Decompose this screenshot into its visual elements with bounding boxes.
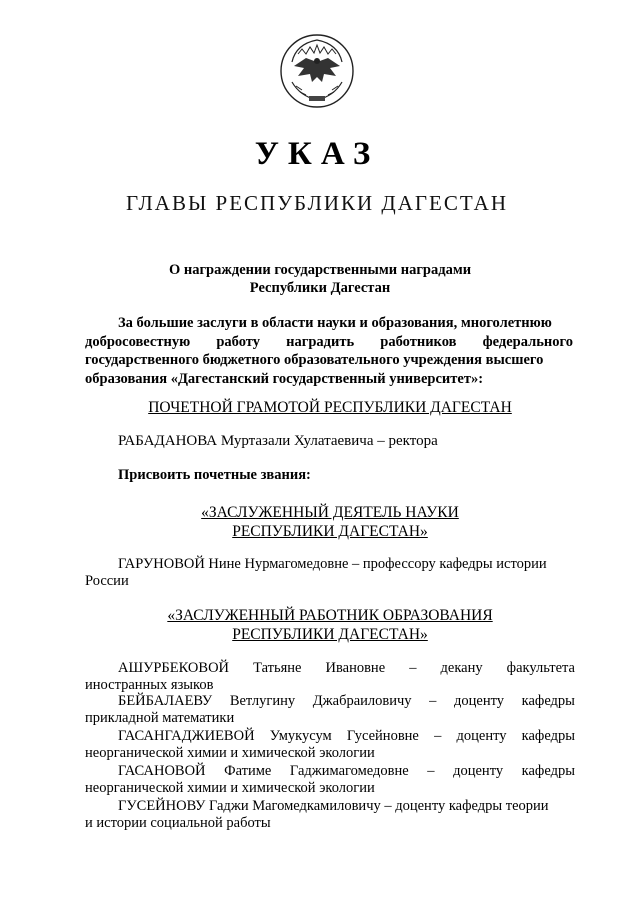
award-title-science: [0, 503, 640, 541]
recipient-word: –: [427, 763, 435, 779]
recipient-rabadanov: РАБАДАНОВА Муртазали Хулатаевича – ректора: [118, 433, 438, 449]
recipient-entry: [85, 763, 575, 797]
recipient-entry: [85, 728, 575, 762]
recipient-entry: [85, 693, 575, 727]
decree-heading: [0, 261, 640, 297]
award-line: РЕСПУБЛИКИ ДАГЕСТАН»: [232, 523, 428, 540]
assign-titles-label: Присвоить почетные звания:: [118, 467, 311, 483]
recipient-word: Ивановне: [325, 660, 386, 676]
recipient-word: Джабраиловичу: [312, 693, 412, 709]
recipient-line: [85, 693, 575, 710]
recipient-word: факультета: [506, 660, 575, 676]
recipient-word: Ветлугину: [229, 693, 296, 709]
preamble-text: За большие заслуги в области науки и образования, многолетнюю: [118, 315, 552, 331]
recipient-entry: [85, 798, 575, 832]
preamble-word: наградить: [286, 333, 355, 350]
coat-of-arms-emblem: [276, 32, 358, 110]
heading-line: Республики Дагестан: [249, 280, 391, 296]
recipient-word: кафедры: [521, 693, 575, 709]
recipient-word: доценту: [454, 693, 505, 709]
award-line: РЕСПУБЛИКИ ДАГЕСТАН»: [232, 626, 428, 643]
recipient-word: –: [434, 728, 442, 744]
award-line: «ЗАСЛУЖЕННЫЙ РАБОТНИК ОБРАЗОВАНИЯ: [167, 607, 493, 624]
heading-line: О награждении государственными наградами: [168, 262, 472, 278]
recipient-line: неорганической химии и химической экологии: [85, 780, 375, 796]
recipient-line: [85, 763, 575, 780]
preamble-text: образования «Дагестанский государственный университет»:: [85, 370, 484, 387]
recipient-word: кафедры: [521, 728, 575, 744]
preamble-word: работников: [380, 333, 457, 350]
award-title-gramota: ПОЧЕТНОЙ ГРАМОТОЙ РЕСПУБЛИКИ ДАГЕСТАН: [148, 399, 512, 416]
recipient-line: ГУСЕЙНОВУ Гаджи Магомедкамиловичу – доценту кафедры теории: [118, 798, 549, 814]
recipient-line: и истории социальной работы: [85, 815, 271, 831]
recipient-word: –: [409, 660, 417, 676]
recipient-word: Гаджимагомедовне: [289, 763, 409, 779]
document-title: УКАЗ: [254, 136, 380, 172]
recipient-line: [85, 728, 575, 745]
recipient-word: кафедры: [521, 763, 575, 779]
recipient-entry: [85, 660, 575, 694]
decree-preamble: [85, 314, 573, 388]
recipient-word: ГАСАНГАДЖИЕВОЙ: [118, 728, 255, 744]
recipient-word: доценту: [453, 763, 504, 779]
document-subtitle: ГЛАВЫ РЕСПУБЛИКИ ДАГЕСТАН: [125, 191, 509, 215]
award-title-education: [0, 606, 640, 644]
recipient-word: Татьяне: [253, 660, 302, 676]
recipient-word: Фатиме: [224, 763, 272, 779]
recipient-word: доценту: [456, 728, 507, 744]
recipient-word: декану: [440, 660, 483, 676]
preamble-line: [85, 370, 573, 389]
recipient-word: Умукусум: [269, 728, 332, 744]
preamble-line: [85, 351, 573, 370]
award-line: «ЗАСЛУЖЕННЫЙ ДЕЯТЕЛЬ НАУКИ: [201, 504, 459, 521]
recipient-line: [85, 660, 575, 677]
preamble-text: государственного бюджетного образовательного учреждения высшего: [85, 352, 544, 368]
preamble-line: [85, 333, 573, 352]
recipient-line: прикладной математики: [85, 710, 235, 726]
preamble-word: работу: [216, 333, 260, 350]
preamble-word: федерального: [482, 333, 573, 350]
recipient-line: России: [85, 573, 129, 589]
recipient-line: ГАРУНОВОЙ Нине Нурмагомедовне – профессору кафедры истории: [118, 556, 547, 572]
recipient-line: неорганической химии и химической экологии: [85, 745, 375, 761]
preamble-line: [85, 314, 573, 333]
recipient-word: БЕЙБАЛАЕВУ: [118, 693, 213, 709]
recipient-word: –: [429, 693, 437, 709]
recipient-line: иностранных языков: [85, 677, 214, 693]
preamble-word: добросовестную: [85, 333, 191, 350]
recipient-word: ГАСАНОВОЙ: [118, 763, 206, 779]
recipient-word: АШУРБЕКОВОЙ: [118, 660, 230, 676]
recipient-garunova: [85, 556, 575, 590]
recipient-word: Гусейновне: [346, 728, 419, 744]
